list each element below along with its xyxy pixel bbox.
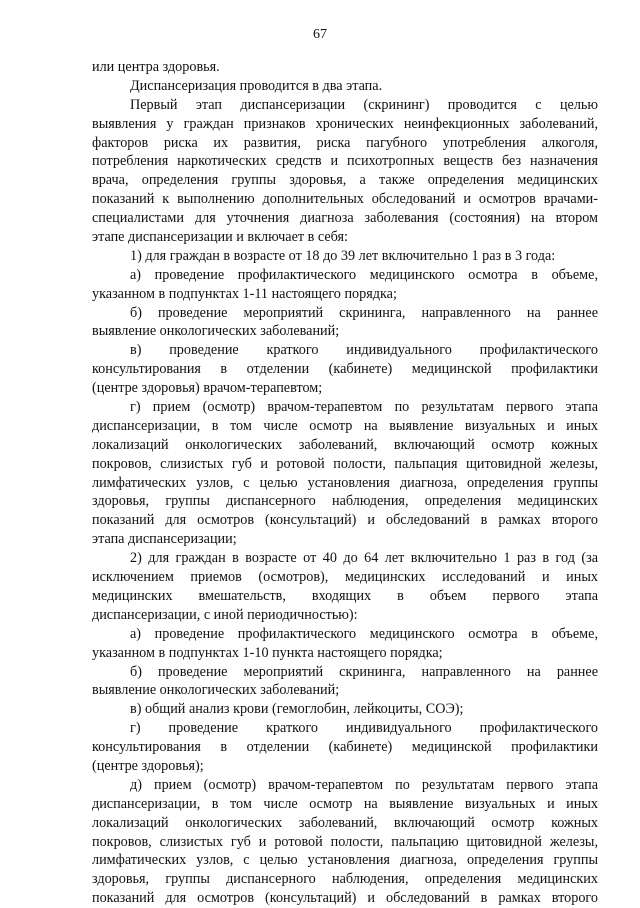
text-line: 2) для граждан в возрасте от 40 до 64 лет включительно 1 раз в год (за <box>130 550 598 567</box>
text-line: выявление онкологических заболеваний; <box>92 682 340 699</box>
text-line: или центра здоровья. <box>92 59 220 75</box>
text-line: здоровья, группы диспансерного наблюдения, определения медицинских <box>92 493 598 510</box>
text-line: указанном в подпунктах 1-10 пункта настоящего порядка; <box>92 644 443 661</box>
text-line: покровов, слизистых губ и ротовой полости, пальпация щитовидной железы, <box>92 455 598 472</box>
text-line: лимфатических узлов, с целью установления диагноза, определения группы <box>92 474 598 491</box>
text-line: выявления у граждан признаков хронических неинфекционных заболеваний, <box>92 115 598 132</box>
text-line: здоровья, группы диспансерного наблюдения, определения медицинских <box>92 871 598 888</box>
text-line: локализаций онкологических заболеваний, включающий осмотр кожных <box>92 814 598 831</box>
text-line: а) проведение профилактического медицинского осмотра в объеме, <box>130 625 598 642</box>
text-line: д) прием (осмотр) врачом-терапевтом по результатам первого этапа <box>130 776 598 793</box>
text-line: Первый этап диспансеризации (скрининг) проводится с целью <box>130 96 598 113</box>
text-line: г) проведение краткого индивидуального профилактического <box>130 720 598 737</box>
text-line: консультирования в отделении (кабинете) медицинской профилактики <box>92 361 598 378</box>
text-line: в) общий анализ крови (гемоглобин, лейкоциты, СОЭ); <box>130 701 464 718</box>
text-line: специалистами для уточнения диагноза заболевания (состояния) на втором <box>92 210 598 227</box>
text-line: этапа диспансеризации; <box>92 531 237 548</box>
text-line: 1) для граждан в возрасте от 18 до 39 лет включительно 1 раз в 3 года: <box>130 247 556 264</box>
text-line: этапе диспансеризации и включает в себя: <box>92 229 348 246</box>
text-line: выявление онкологических заболеваний; <box>92 323 340 340</box>
text-line: в) проведение краткого индивидуального профилактического <box>130 342 598 359</box>
text-line: б) проведение мероприятий скрининга, направленного на раннее <box>130 304 598 321</box>
text-line: показаний для осмотров (консультаций) и обследований в рамках второго <box>92 512 598 529</box>
text-line: г) прием (осмотр) врачом-терапевтом по результатам первого этапа <box>130 399 598 416</box>
text-line: диспансеризации, в том числе осмотр на выявление визуальных и иных <box>92 795 598 812</box>
text-line: консультирования в отделении (кабинете) медицинской профилактики <box>92 739 598 756</box>
text-line: указанном в подпунктах 1-11 настоящего порядка; <box>92 285 397 302</box>
document-body <box>92 58 598 908</box>
text-line: б) проведение мероприятий скрининга, направленного на раннее <box>130 663 598 680</box>
text-line: а) проведение профилактического медицинского осмотра в объеме, <box>130 266 598 283</box>
text-line: диспансеризации, в том числе осмотр на выявление визуальных и иных <box>92 417 598 434</box>
text-line: диспансеризации, с иной периодичностью): <box>92 606 358 623</box>
text-line: Диспансеризация проводится в два этапа. <box>130 77 383 94</box>
text-line: (центре здоровья) врачом-терапевтом; <box>92 380 323 397</box>
text-line: покровов, слизистых губ и ротовой полости, пальпацию щитовидной железы, <box>92 833 598 850</box>
text-line: исключением приемов (осмотров), медицинских исследований и иных <box>92 569 598 586</box>
text-line: лимфатических узлов, с целью установления диагноза, определения группы <box>92 852 598 869</box>
text-line: локализаций онкологических заболеваний, включающий осмотр кожных <box>92 436 598 453</box>
text-line: показаний для осмотров (консультаций) и обследований в рамках второго <box>92 890 598 907</box>
text-line: медицинских вмешательств, входящих в объем первого этапа <box>92 587 598 604</box>
text-line: врача, определения группы здоровья, а также определения медицинских <box>92 172 598 189</box>
text-line: (центре здоровья); <box>92 757 204 774</box>
page-number: 67 <box>313 27 327 42</box>
text-line: факторов риска их развития, риска пагубного употребления алкоголя, <box>92 134 598 151</box>
text-line: потребления наркотических средств и психотропных веществ без назначения <box>92 153 598 170</box>
text-line: показаний к выполнению дополнительных обследований и осмотров врачами- <box>92 191 598 208</box>
